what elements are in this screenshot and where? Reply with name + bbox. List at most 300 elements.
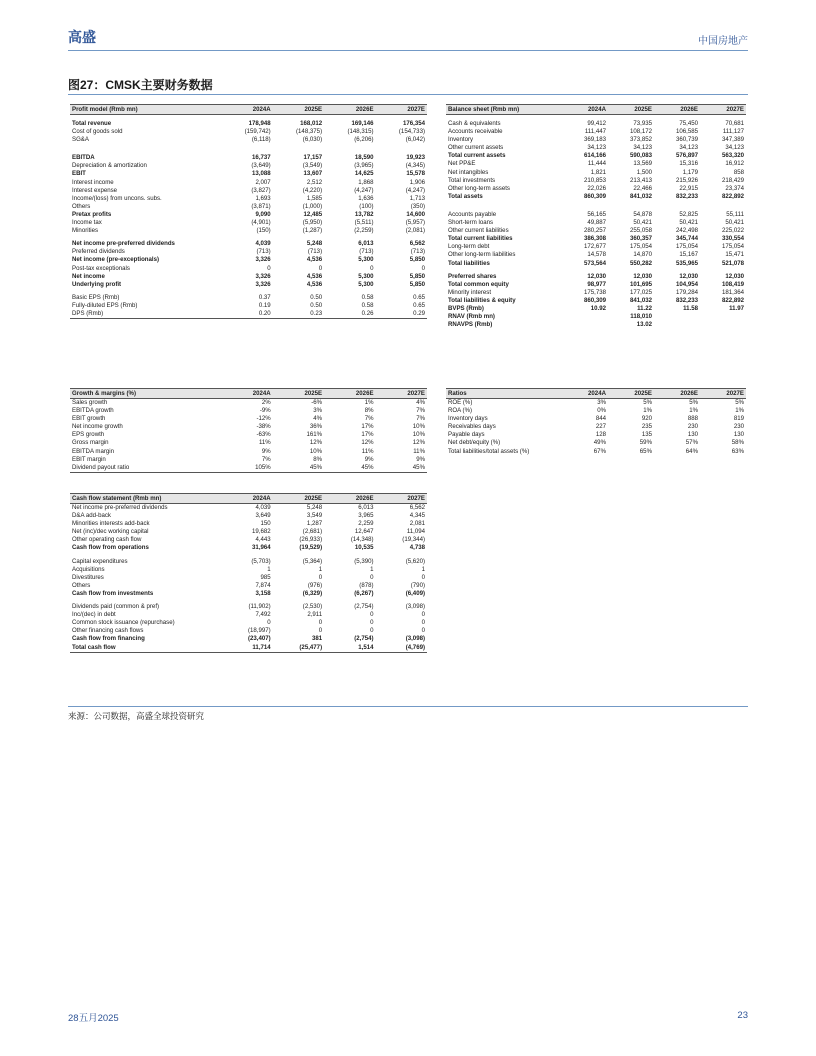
column-header: 2027E bbox=[376, 105, 427, 115]
value-cell: 1% bbox=[735, 407, 744, 415]
table-row bbox=[70, 203, 427, 211]
value-cell: 13,569 bbox=[633, 160, 652, 168]
value-cell: 12% bbox=[412, 439, 425, 447]
row-label: Depreciation & amortization bbox=[72, 162, 147, 170]
value-cell: 11% bbox=[413, 447, 425, 455]
value-cell: 5,850 bbox=[409, 256, 425, 264]
row-label: Net income pre-preferred dividends bbox=[72, 504, 168, 511]
table-row bbox=[70, 256, 427, 264]
value-cell: (23,407) bbox=[247, 635, 271, 643]
table-row bbox=[70, 644, 427, 653]
row-label: Other long-term assets bbox=[448, 184, 510, 192]
table-row bbox=[70, 162, 427, 170]
value-cell: (2,081) bbox=[405, 227, 425, 235]
value-cell: 9% bbox=[416, 455, 425, 463]
value-cell: 5,850 bbox=[409, 280, 425, 288]
table-row bbox=[70, 558, 427, 566]
value-cell: 2,081 bbox=[409, 520, 425, 528]
value-cell: 920 bbox=[641, 415, 652, 423]
row-label: Cost of goods sold bbox=[72, 128, 123, 136]
table-header-row bbox=[70, 105, 427, 115]
value-cell: 1,500 bbox=[636, 168, 652, 176]
table-row bbox=[446, 289, 746, 297]
value-cell: (3,871) bbox=[251, 202, 271, 210]
value-cell: (19,529) bbox=[299, 544, 323, 552]
value-cell: 521,078 bbox=[721, 259, 744, 267]
value-cell: 177,025 bbox=[629, 288, 652, 296]
table-row bbox=[446, 169, 746, 177]
table-row bbox=[70, 195, 427, 203]
value-cell: 15,316 bbox=[679, 160, 698, 168]
table-row bbox=[446, 152, 746, 160]
value-cell: (2,754) bbox=[354, 635, 374, 643]
value-cell: (6,329) bbox=[302, 589, 323, 597]
row-label: EBITDA growth bbox=[72, 407, 114, 415]
table-row bbox=[446, 273, 746, 281]
value-cell: 16,912 bbox=[725, 160, 744, 168]
row-label: Other current assets bbox=[448, 144, 504, 152]
value-cell: 106,585 bbox=[675, 128, 698, 136]
table-row bbox=[70, 407, 427, 415]
column-header: 2027E bbox=[700, 105, 746, 115]
value-cell: (5,511) bbox=[354, 219, 374, 227]
value-cell: (5,950) bbox=[302, 219, 323, 227]
value-cell: 5,248 bbox=[306, 240, 323, 248]
row-label: Total cash flow bbox=[70, 644, 221, 653]
value-cell: 1,514 bbox=[324, 644, 375, 653]
row-label: Preferred shares bbox=[448, 272, 497, 280]
row-label: Basic EPS (Rmb) bbox=[72, 293, 120, 301]
value-cell: 0.20 bbox=[221, 310, 272, 319]
value-cell: (6,409) bbox=[405, 589, 425, 597]
table-row bbox=[70, 265, 427, 273]
table-row bbox=[446, 235, 746, 243]
column-header: 2024A bbox=[562, 389, 608, 399]
row-label: EBIT bbox=[72, 170, 86, 178]
value-cell bbox=[562, 313, 608, 321]
value-cell: 4,536 bbox=[306, 256, 323, 264]
row-label: Acquisitions bbox=[72, 565, 105, 573]
value-cell: 7,874 bbox=[255, 581, 271, 589]
value-cell: (5,620) bbox=[405, 557, 425, 565]
table-row bbox=[70, 528, 427, 536]
table-row bbox=[446, 448, 746, 456]
row-label: EBITDA margin bbox=[72, 447, 114, 455]
value-cell: 169,146 bbox=[351, 120, 374, 127]
value-cell: 98,977 bbox=[587, 280, 606, 288]
value-cell: 0.58 bbox=[361, 301, 374, 309]
row-label: Capital expenditures bbox=[72, 557, 128, 565]
table-row bbox=[446, 399, 746, 408]
value-cell: 4% bbox=[416, 399, 425, 406]
value-cell: 5,300 bbox=[358, 280, 374, 288]
column-header: 2026E bbox=[654, 105, 700, 115]
value-cell: 130 bbox=[733, 431, 744, 439]
value-cell: 10% bbox=[412, 431, 425, 439]
value-cell: 535,965 bbox=[675, 259, 698, 267]
column-header: 2025E bbox=[608, 105, 654, 115]
value-cell: 34,123 bbox=[679, 144, 698, 152]
row-label: Inventory days bbox=[448, 415, 488, 423]
value-cell: 8% bbox=[313, 455, 323, 463]
column-header: 2027E bbox=[376, 494, 427, 504]
growth-margins-table bbox=[70, 388, 427, 473]
value-cell: 22,466 bbox=[633, 184, 652, 192]
value-cell: 5,300 bbox=[358, 256, 374, 264]
value-cell: -9% bbox=[259, 407, 271, 415]
value-cell: 381 bbox=[311, 635, 323, 643]
row-label: Minority interest bbox=[448, 288, 492, 296]
value-cell: (878) bbox=[359, 581, 374, 589]
row-label: Long-term debt bbox=[448, 243, 490, 251]
value-cell: 347,389 bbox=[721, 136, 744, 144]
row-label: D&A add-back bbox=[72, 512, 111, 520]
row-label: Preferred dividends bbox=[72, 248, 125, 256]
value-cell: -38% bbox=[256, 423, 271, 431]
value-cell: 175,054 bbox=[629, 243, 652, 251]
value-cell: 13,607 bbox=[303, 170, 323, 178]
value-cell: 11% bbox=[361, 447, 374, 455]
row-label: Cash flow from operations bbox=[72, 544, 149, 552]
table-row bbox=[446, 160, 746, 168]
table-row bbox=[70, 136, 427, 144]
value-cell: 36% bbox=[309, 423, 323, 431]
value-cell: (14,348) bbox=[350, 536, 374, 544]
value-cell: 12,030 bbox=[725, 272, 744, 280]
column-header: 2026E bbox=[324, 494, 375, 504]
value-cell: 0 bbox=[370, 619, 374, 627]
row-label: Net PP&E bbox=[448, 160, 476, 168]
value-cell: (3,098) bbox=[405, 635, 425, 643]
table-row bbox=[446, 120, 746, 128]
value-cell: 841,032 bbox=[629, 296, 652, 304]
value-cell: 1,868 bbox=[358, 178, 374, 186]
value-cell: 5% bbox=[643, 399, 652, 406]
table-row bbox=[446, 193, 746, 201]
value-cell: 54,878 bbox=[633, 210, 652, 218]
value-cell: 70,681 bbox=[725, 120, 744, 127]
value-cell: 0 bbox=[267, 619, 271, 627]
value-cell: 0 bbox=[370, 611, 374, 619]
value-cell bbox=[562, 321, 608, 329]
table-row bbox=[70, 582, 427, 590]
column-header: 2027E bbox=[700, 389, 746, 399]
value-cell: (148,375) bbox=[296, 128, 323, 136]
table-row bbox=[70, 574, 427, 582]
row-label: Net (inc)/dec working capital bbox=[72, 528, 149, 536]
table-row bbox=[446, 243, 746, 251]
row-label: RNAVPS (Rmb) bbox=[448, 321, 493, 329]
value-cell bbox=[654, 313, 700, 321]
value-cell: (19,344) bbox=[402, 536, 425, 544]
value-cell: (5,957) bbox=[405, 219, 425, 227]
value-cell: 13,088 bbox=[252, 170, 271, 178]
value-cell: (790) bbox=[410, 581, 425, 589]
value-cell: 280,257 bbox=[583, 227, 606, 235]
value-cell: 215,926 bbox=[675, 176, 698, 184]
value-cell: -6% bbox=[311, 399, 323, 406]
row-label: Other long-term liabilities bbox=[448, 251, 516, 259]
value-cell: 52,825 bbox=[679, 210, 698, 218]
table-row bbox=[446, 211, 746, 219]
table-row bbox=[70, 520, 427, 528]
value-cell: 9% bbox=[364, 455, 374, 463]
table-row bbox=[446, 260, 746, 268]
value-cell: 3,326 bbox=[255, 272, 271, 280]
value-cell: 7% bbox=[261, 455, 271, 463]
value-cell: 858 bbox=[733, 168, 744, 176]
table-row bbox=[70, 448, 427, 456]
table-row bbox=[70, 544, 427, 552]
value-cell: 822,892 bbox=[721, 296, 744, 304]
table-title: Ratios bbox=[446, 389, 562, 399]
row-label: Net income (pre-exceptionals) bbox=[72, 256, 160, 264]
value-cell: -12% bbox=[256, 415, 271, 423]
row-label: BVPS (Rmb) bbox=[448, 304, 484, 312]
row-label: Divestitures bbox=[72, 573, 104, 581]
row-label: Receivables days bbox=[448, 423, 496, 431]
value-cell: 1,585 bbox=[306, 194, 323, 202]
value-cell: 1 bbox=[370, 565, 374, 573]
value-cell: (148,315) bbox=[347, 128, 374, 136]
value-cell: 65% bbox=[639, 447, 652, 455]
value-cell: 9,090 bbox=[255, 210, 271, 218]
value-cell: 104,954 bbox=[675, 280, 698, 288]
value-cell: -63% bbox=[256, 431, 271, 439]
value-cell: 176,354 bbox=[402, 120, 425, 127]
row-label: Others bbox=[72, 581, 91, 589]
table-row bbox=[70, 179, 427, 187]
value-cell: 230 bbox=[733, 423, 744, 431]
value-cell: (4,901) bbox=[251, 219, 271, 227]
table-title: Cash flow statement (Rmb mn) bbox=[70, 494, 221, 504]
row-label: SG&A bbox=[72, 136, 89, 144]
value-cell: 19,682 bbox=[252, 528, 271, 536]
row-label: Other financing cash flows bbox=[72, 627, 144, 635]
figure-bottom-rule bbox=[68, 706, 748, 707]
value-cell: 118,010 bbox=[630, 313, 652, 321]
value-cell: 12% bbox=[309, 439, 323, 447]
table-row bbox=[70, 294, 427, 302]
value-cell: 12,485 bbox=[303, 210, 323, 218]
value-cell: 3,326 bbox=[255, 256, 271, 264]
value-cell: 17,157 bbox=[303, 154, 323, 162]
value-cell: (350) bbox=[410, 202, 425, 210]
table-row bbox=[70, 603, 427, 611]
table-row bbox=[70, 415, 427, 423]
value-cell: 34,123 bbox=[633, 144, 652, 152]
column-header: 2024A bbox=[221, 105, 272, 115]
value-cell: 5% bbox=[735, 399, 744, 406]
table-row bbox=[446, 177, 746, 185]
value-cell: 0 bbox=[318, 627, 323, 635]
value-cell: 576,897 bbox=[675, 152, 698, 160]
row-label: Cash & equivalents bbox=[448, 120, 501, 127]
column-header: 2025E bbox=[273, 105, 324, 115]
value-cell: 59% bbox=[639, 439, 652, 447]
table-row bbox=[70, 170, 427, 178]
value-cell: 0.19 bbox=[258, 301, 271, 309]
value-cell: 17% bbox=[361, 423, 374, 431]
value-cell: 75,450 bbox=[679, 120, 698, 127]
value-cell: 101,695 bbox=[629, 280, 652, 288]
value-cell: 3,549 bbox=[306, 512, 323, 520]
row-label: Minorities bbox=[72, 227, 99, 235]
value-cell: (159,742) bbox=[244, 128, 271, 136]
row-label: Interest expense bbox=[72, 186, 118, 194]
value-cell: (1,287) bbox=[302, 227, 323, 235]
value-cell: 11,444 bbox=[587, 160, 606, 168]
row-label: Net intangibles bbox=[448, 168, 489, 176]
value-cell: 0.50 bbox=[310, 293, 323, 301]
table-row bbox=[446, 128, 746, 136]
table-row bbox=[70, 464, 427, 473]
value-cell: 213,413 bbox=[629, 176, 652, 184]
value-cell: 2,007 bbox=[255, 178, 271, 186]
row-label: Other current liabilities bbox=[448, 227, 509, 235]
value-cell: 1% bbox=[643, 407, 652, 415]
value-cell: 7% bbox=[416, 415, 425, 423]
value-cell: (713) bbox=[256, 248, 271, 256]
table-row bbox=[446, 305, 746, 313]
value-cell: 10% bbox=[309, 447, 323, 455]
row-label: Accounts payable bbox=[448, 210, 497, 218]
table-row bbox=[70, 536, 427, 544]
value-cell: 178,948 bbox=[248, 120, 271, 127]
row-label: Other operating cash flow bbox=[72, 536, 142, 544]
value-cell: 12,030 bbox=[679, 272, 698, 280]
row-label: Fully-diluted EPS (Rmb) bbox=[72, 301, 138, 309]
value-cell: 0 bbox=[267, 264, 271, 272]
value-cell: (2,681) bbox=[302, 528, 323, 536]
page-header bbox=[68, 24, 748, 51]
value-cell: (3,098) bbox=[405, 603, 425, 611]
value-cell: 50,421 bbox=[633, 219, 652, 227]
table-row bbox=[70, 128, 427, 136]
table-row bbox=[446, 136, 746, 144]
value-cell: 819 bbox=[733, 415, 744, 423]
value-cell: 22,026 bbox=[587, 184, 606, 192]
row-label: Total assets bbox=[448, 192, 483, 200]
row-label: EBITDA bbox=[72, 154, 95, 162]
value-cell: 360,739 bbox=[675, 136, 698, 144]
value-cell: 111,447 bbox=[584, 128, 606, 136]
value-cell: (976) bbox=[307, 581, 323, 589]
row-label: Cash flow from investments bbox=[72, 589, 154, 597]
value-cell: 0.23 bbox=[273, 310, 324, 319]
value-cell: 1,906 bbox=[409, 178, 425, 186]
table-row bbox=[446, 407, 746, 415]
value-cell: 5,300 bbox=[358, 272, 374, 280]
value-cell: 4,039 bbox=[255, 504, 271, 511]
value-cell: 5,850 bbox=[409, 272, 425, 280]
value-cell: 168,012 bbox=[300, 120, 323, 127]
value-cell: (3,649) bbox=[251, 162, 271, 170]
value-cell: 2% bbox=[261, 399, 271, 406]
value-cell: 888 bbox=[687, 415, 698, 423]
value-cell: 3,649 bbox=[255, 512, 271, 520]
value-cell: 0 bbox=[421, 264, 425, 272]
value-cell: (5,390) bbox=[354, 557, 374, 565]
value-cell: 10.92 bbox=[590, 304, 606, 312]
value-cell: (100) bbox=[359, 202, 374, 210]
balance-sheet-table bbox=[446, 104, 746, 329]
value-cell: 1% bbox=[689, 407, 698, 415]
table-row bbox=[446, 313, 746, 321]
table-row bbox=[70, 399, 427, 408]
value-cell: 0.65 bbox=[413, 301, 425, 309]
table-row bbox=[446, 227, 746, 235]
table-row bbox=[70, 211, 427, 219]
row-label: Dividends paid (common & pref) bbox=[72, 603, 160, 611]
value-cell: 860,309 bbox=[583, 192, 606, 200]
value-cell: 844 bbox=[595, 415, 606, 423]
value-cell: 3,158 bbox=[255, 589, 271, 597]
column-header: 2025E bbox=[273, 389, 324, 399]
value-cell: (3,549) bbox=[302, 162, 323, 170]
table-header-row bbox=[446, 105, 746, 115]
value-cell: 550,282 bbox=[629, 259, 652, 267]
value-cell: 13.02 bbox=[636, 321, 652, 329]
column-header: 2026E bbox=[654, 389, 700, 399]
value-cell: 4% bbox=[313, 415, 323, 423]
value-cell: 18,590 bbox=[354, 154, 374, 162]
value-cell: (26,933) bbox=[299, 536, 323, 544]
table-header-row bbox=[70, 389, 427, 399]
value-cell: 11% bbox=[258, 439, 271, 447]
value-cell: 175,054 bbox=[675, 243, 698, 251]
row-label: Accounts receivable bbox=[448, 128, 503, 136]
value-cell: (4,247) bbox=[354, 186, 374, 194]
row-label: Common stock issuance (repurchase) bbox=[72, 619, 175, 627]
value-cell: 0.65 bbox=[413, 293, 425, 301]
value-cell: 22,915 bbox=[679, 184, 698, 192]
value-cell: 563,320 bbox=[721, 152, 744, 160]
value-cell: 23,374 bbox=[725, 184, 744, 192]
table-title: Balance sheet (Rmb mn) bbox=[446, 105, 562, 115]
value-cell: 2,512 bbox=[306, 178, 323, 186]
table-row bbox=[70, 219, 427, 227]
value-cell: 3% bbox=[597, 399, 606, 406]
row-label: Net income growth bbox=[72, 423, 123, 431]
table-row bbox=[70, 248, 427, 256]
value-cell: 12% bbox=[361, 439, 374, 447]
value-cell: 63% bbox=[731, 447, 744, 455]
row-label: Minorities interests add-back bbox=[72, 520, 150, 528]
table-row bbox=[70, 302, 427, 310]
value-cell: 2,259 bbox=[358, 520, 374, 528]
value-cell: 614,166 bbox=[583, 152, 606, 160]
value-cell: 4,738 bbox=[409, 544, 425, 552]
value-cell: 111,127 bbox=[722, 128, 744, 136]
value-cell: 373,852 bbox=[629, 136, 652, 144]
value-cell: 369,183 bbox=[583, 136, 606, 144]
value-cell: 130 bbox=[687, 431, 698, 439]
value-cell: 34,123 bbox=[725, 144, 744, 152]
value-cell: 14,600 bbox=[406, 210, 425, 218]
column-header: 2025E bbox=[608, 389, 654, 399]
value-cell: 1 bbox=[421, 565, 425, 573]
page-number: 23 bbox=[737, 1010, 748, 1021]
value-cell: (6,267) bbox=[354, 589, 374, 597]
table-row bbox=[446, 219, 746, 227]
value-cell: (6,030) bbox=[302, 136, 323, 144]
value-cell: 2,911 bbox=[307, 611, 323, 619]
value-cell: 1,693 bbox=[255, 194, 271, 202]
value-cell: 1,179 bbox=[682, 168, 698, 176]
value-cell: 7% bbox=[416, 407, 425, 415]
value-cell: 34,123 bbox=[587, 144, 606, 152]
